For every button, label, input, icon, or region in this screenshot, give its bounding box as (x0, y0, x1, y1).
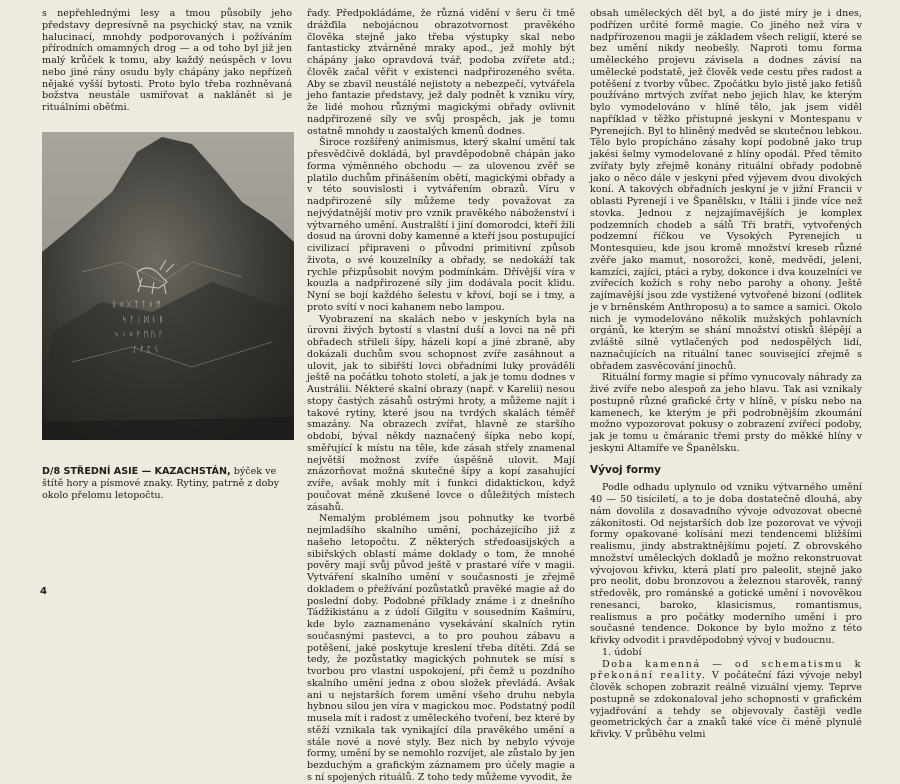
paragraph: Vyobrazení na skalách nebo v jeskyních byla na úrovni živých bytostí s vlastní duší a lovci na ně při obřadech střileli šípy, házeli kopí a jiné zbraně, aby dokázali duchům svou schopnost zvíře zasáhnout a ulovit, jak to sibiřští lovci obřadními luky prováděli ještě na počátku tohoto století, a jak je tomu dodnes v Austrálii. Některé skalní obrazy (např. v Karelii) nesou stopy častých zásahů ostrými hroty, a můžeme najít i takové rytiny, které jsou na tvrdých skalách téměř smazány. Na obrazech zvířat, hlavně ze staršího období, býval někdy naznačený šípka nebo kopí, směřující k místu na těle, kde zásah střely znamenal největší možnost zvíře úspěšně ulovit. Mají znázorňovat možná skutečné šípy a kopí zasahující zvíře, avšak mohly mít i funkci didaktickou, když poučovat méně zkušené lovce o důležitých místech zásahů. (307, 313, 575, 513)
section-heading: Vývoj formy (590, 463, 662, 476)
paragraph: obsah uměleckých děl byl, a do jisté míry je i dnes, podřízen určité formě magie. Co jiného než víra v nadpřirozenou magii je základem všech religií, které se bez umění nikdy neobešly. Naproti tomu forma uměleckého projevu závisela a dodnes závisí na umělecké podstatě, jež člověk vede cestu přes radost a potěšení z tvorby vůbec. Zpočátku bylo jistě jako fetišů používáno mrtvých zvířat nebo jejich hlav, ke kterým bylo vymodelováno v hlíně tělo, jak jsem viděl například v těžko přístupné jeskyni v Montespanu v Pyrenejích. Byl to hliněný medvěd se skutečnou lebkou. Tělo bylo propícháno zásahy kopí podobně jako trup jakési šelmy vymodelované z hlíny opodál. Před těmito zvířaty byly zřejmě konány rituální obřady podobně jako o něco dále v jeskyni před výjevem dvou divokých koní. A takových obřadních jeskyní je v jižní Francii v oblasti Pyrenejí i ve Španělsku, v Itálii i jinde více než stovka. Jednou z nejzajímavějších je komplex podzemních chodeb a sálů Tři bratři, vytvořených podzemní říčkou ve Vysokých Pyrenejích u Montesquieu, kde jsou kromě množství kreseb různé zvěře jako mamut, nosorožci, koně, medvědi, jeleni, kamzíci, zajíci, ptáci a ryby, dokonce i dva kouzelníci ve zvířecích kožích s rohy nebo parohy a ohony. Ještě zajímavější jsou zde vystižené vytvořené bizoní (odlitek je v brněnském Anthroposu) a to samce a samici. Okolo nich je vymodelováno několik mužských pohlavních orgánů, ke kterým se shání množství otisků šlépějí a zvláště silně vytlačených pod nedospělých lidí, naznačujících na rituální tanec související zřejmě s obřadem zasvěcování jinochů. (590, 8, 862, 372)
text-column-left (42, 8, 292, 113)
svg-text:ᛃ ᚲ ᛜ ᚹ ᛖ ᚢ ᛚ: ᛃ ᚲ ᛜ ᚹ ᛖ ᚢ ᛚ (114, 330, 163, 339)
svg-text:ᛇ ᚠ ᛈ ᛊ: ᛇ ᚠ ᛈ ᛊ (132, 345, 159, 354)
paragraph: s nepřehlednými lesy a tmou působily jeho představy depresívně na psychický stav, na vznik halucinací, mnohdy podporovaných i požíváním přírodních omamných drog — a od toho byl již jen malý krůček k tomu, aby každý neúspěch v lovu nebo jiné rány osudu byly chápány jako nepřízeň nějaké vyšší bytosti. Proto bylo třeba rozhněvaná božstva neustále usmiřovat a naklánět si je rituálními oběťmi. (42, 8, 292, 113)
page-mark: 4 (40, 586, 47, 597)
paragraph: Široce rozšířený animismus, který skalní umění tak přesvědčivě dokládá, byl pravděpodobně chápán jako forma výměnného obchodu — za ulovenou zvěř se platilo duchům přinášením obětí, magickými obřady a v této souvislosti i vytvářením obrazů. Víru v nadpřirozené síly můžeme tedy považovat za nejvýdatnější motiv pro vznik pravěkého náboženství i výtvarného umění. Australští i jiní domorodci, kteří žili dosud na úrovni doby kamenné a kteří jsou postupující civilizací připraveni o původní primitivní způsob života, o své kouzelníky a obřady, se nedokáží tak rychle přizpůsobit novým podmínkám. Dřívější víra v kouzla a nadpřirozené síly jim dodávala pocit klidu. Nyní se bojí každého šelestu v křoví, bojí se i tmy, a proto svítí v noci kahanem nebo lampou. (307, 137, 575, 313)
paragraph: Rituální formy magie si přímo vynucovaly náhrady za živé zvíře nebo alespoň za jeho hlavu. Tak asi vznikaly postupně různé grafické črty v hlíně, v písku nebo na kamenech, ke kterým je při podrobnějším zkoumání možno vypozorovat pokusy o zobrazení zvířecí podoby, jak je tomu u čmáranic třemi prsty do měkké hlíny v jeskyni Altamíře ve Španělsku. (590, 372, 862, 454)
paragraph: Nemalým problémem jsou pohnutky ke tvorbě nejmladšího skalního umění, pocházejícího již z našeho letopočtu. Z některých středoasijských a sibiřských oblastí máme doklady o tom, že mnohé pověry mají svůj původ ještě v prastaré víře v magii. Vytváření skalního umění v současnosti je zřejmě dokladem o přežívání pozůstatků pravěké magie až do poslední doby. Podobné příklady známe i z dnešního Tádžikistánu a z údolí Gilgitu v sousedním Kašmíru, kde bylo zaznamenáno vysekávání skalních rytin současnými pastevci, a to pro pouhou zábavu a potěšení, jaké poskytuje kreslení třeba dítěti. Zdá se tedy, že pozůstatky magických pohnutek se mísí s tvorbou pro vlastní uspokojení, při čemž u pozdního skalního umění jedna z obou složek převládá. Avšak ani u nejstarších forem umění všeho druhu nebyla hybnou silou jen víra v magickou moc. Podstatný podíl musela mít i radost z uměleckého tvoření, bez které by stěží vznikala tak vynikající díla pravěkého umění a stále nové a nové styly. Bez nich by nebylo vývoje formy, umění by se nemohlo rozvíjet, ale zůstalo by jen bezduchým a grafickým záznamem pro účely magie a s ní spojených rituálů. Z toho tedy můžeme vyvodit, že (307, 513, 575, 783)
text-column-middle (307, 8, 575, 783)
svg-text:ᚱ ᛟ ᚷ ᛉ ᛏ ᚦ ᛗ: ᚱ ᛟ ᚷ ᛉ ᛏ ᚦ ᛗ (112, 300, 161, 309)
photo-caption (42, 466, 294, 501)
subsection-number: 1. údobí (602, 646, 642, 658)
paragraph: Podle odhadu uplynulo od vzniku výtvarného umění 40 — 50 tisíciletí, a to je doba dostatečně dlouhá, aby nám dovolila z dosavadního vývoje odvozovat obecné zákonitosti. Od nejstarších dob lze pozorovat ve vývoji formy opakované kolísání mezi tendencemi bližšími realismu, jindy abstraktnějšímu pojetí. Z obrovského množství uměleckých dokladů je možno rekonstruovat vývojovou křivku, která platí pro paleolit, stejně jako pro neolit, dobu bronzovou a železnou starověk, ranný středověk, pro románské a gotické umění i novověkou renesanci, baroko, klasicismus, romantismus, realismus a pro počátky moderního umění i pro současné tendence. Dokonce by bylo možno z této křivky odvodit i pravděpodobný vývoj v budoucnu. (590, 482, 862, 646)
rock-photo-image (42, 132, 294, 440)
paragraph-text: V počáteční fázi vývoje nebyl člověk schopen zobrazit reálně vizuální vjemy. Teprve postupně se zdokonaloval jeho schopnosti v grafickém vyjadřování a tehdy se objevovaly častěji vedle geometrických čar a znaků také více či méně plynulé křivky. V průběhu velmi (590, 670, 862, 740)
svg-text:ᛋ ᚨ ᛁ ᛞ ᚾ ᛒ: ᛋ ᚨ ᛁ ᛞ ᚾ ᛒ (122, 315, 164, 324)
rock-art-photo (42, 132, 294, 440)
subsection-title: Doba kamenná — od schematismu k překonání reality. (590, 658, 862, 682)
subsection-paragraph (590, 659, 862, 741)
caption-text: býček ve štítě hory a písmové znaky. Rytiny, patrně z doby okolo přelomu letopočtu. (42, 466, 279, 501)
text-column-right (590, 8, 862, 740)
caption-label: D/8 STŘEDNÍ ASIE — KAZACHSTÁN, (42, 466, 231, 477)
paragraph: řady. Předpokládáme, že různá vidění v šeru či tmě drážďila nebojácnou obrazotvornost pravěkého člověka stejně jako třeba výstupky skal nebo fantasticky ztvárněné mraky apod., jež mohly být chápány jako opravdová tvář, podoba zvířete atd.; člověk začal věřit v existenci nadpřirozeného světa. Aby se zbavil neustálé nejistoty a nebezpečí, vytvářela jeho fantazie představy, jež daly podnět k vzniku víry, že lidé mohou různými magickými obřady ovlivnit nadpřirozené síly ve svůj prospěch, jak je tomu ostatně mnohdy u zaostalých kmenů dodnes. (307, 8, 575, 137)
